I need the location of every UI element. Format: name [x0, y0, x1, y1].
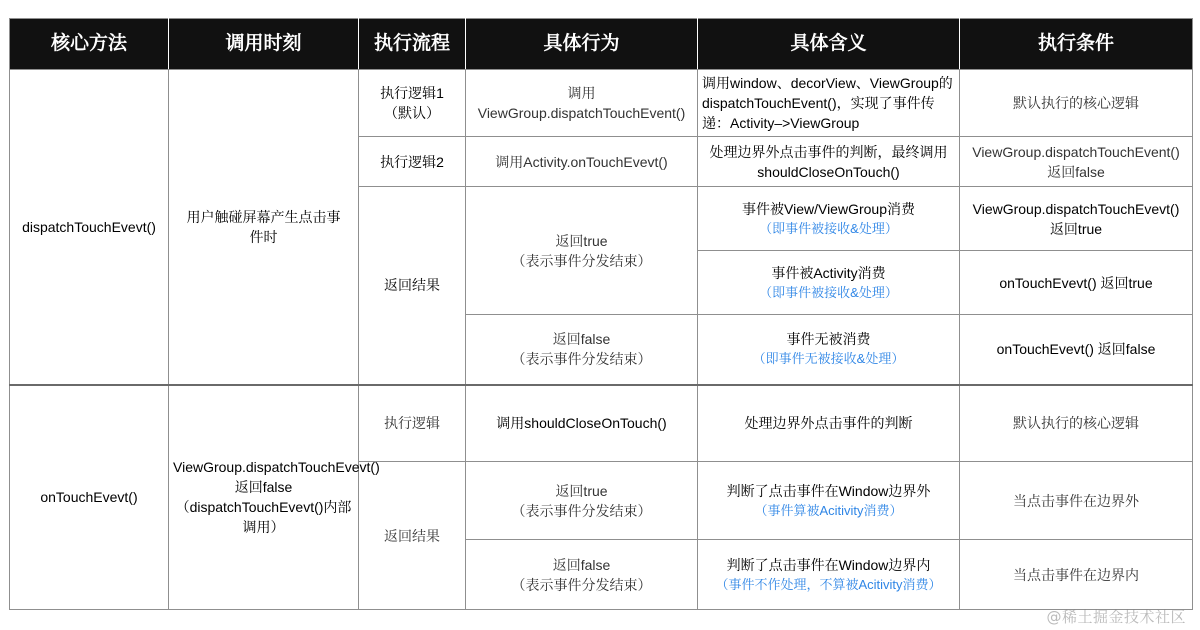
meaning-cell: [698, 251, 960, 315]
flow-cell: 执行逻辑2: [359, 137, 466, 187]
header-meaning: 具体含义: [698, 19, 960, 70]
meaning-cell: [698, 540, 960, 610]
meaning-cell: [698, 187, 960, 251]
meaning-text: 事件无被消费: [786, 331, 871, 348]
condition-cell: 默认执行的核心逻辑: [960, 385, 1193, 462]
flow-cell: 返回结果: [359, 187, 466, 385]
condition-cell: 当点击事件在边界外: [960, 462, 1193, 540]
behavior-cell: 返回false （表示事件分发结束）: [466, 315, 698, 385]
meaning-cell: [698, 315, 960, 385]
timing-cell: ViewGroup.dispatchTouchEvevt()返回false（dispatchTouchEvevt()内部调用）: [169, 385, 359, 610]
meaning-note: （即事件被接收&处理）: [759, 220, 898, 236]
header-core-method: 核心方法: [10, 19, 169, 70]
behavior-cell: 调用 ViewGroup.dispatchTouchEvent(): [466, 70, 698, 137]
header-row: [10, 19, 1193, 70]
watermark: @稀土掘金技术社区: [1046, 608, 1186, 626]
meaning-cell: 调用window、decorView、ViewGroup的dispatchTouchEvent()，实现了事件传递：Activity–>ViewGroup: [698, 70, 960, 137]
method-cell: dispatchTouchEvevt(): [10, 70, 169, 385]
condition-cell: 当点击事件在边界内: [960, 540, 1193, 610]
condition-cell: onTouchEvevt() 返回false: [960, 315, 1193, 385]
meaning-note: （即事件无被接收&处理）: [752, 351, 905, 367]
meaning-text: 判断了点击事件在Window边界外: [726, 482, 931, 499]
flow-cell: 执行逻辑1 （默认）: [359, 70, 466, 137]
meaning-note: （事件算被Acitivity消费）: [754, 502, 903, 518]
condition-cell: onTouchEvevt() 返回true: [960, 251, 1193, 315]
timing-cell: 用户触碰屏幕产生点击事件时: [169, 70, 359, 385]
event-dispatch-table: [9, 18, 1193, 610]
condition-cell: ViewGroup.dispatchTouchEvevt() 返回true: [960, 187, 1193, 251]
condition-cell: ViewGroup.dispatchTouchEvent() 返回false: [960, 137, 1193, 187]
meaning-text: 判断了点击事件在Window边界内: [726, 556, 931, 573]
meaning-note: （即事件被接收&处理）: [759, 284, 898, 300]
header-flow: 执行流程: [359, 19, 466, 70]
meaning-cell: [698, 462, 960, 540]
flow-cell: 执行逻辑: [359, 385, 466, 462]
flow-cell: 返回结果: [359, 462, 466, 610]
meaning-cell: 处理边界外点击事件的判断: [698, 385, 960, 462]
behavior-cell: 返回false （表示事件分发结束）: [466, 540, 698, 610]
behavior-cell: 返回true （表示事件分发结束）: [466, 187, 698, 315]
behavior-cell: 返回true （表示事件分发结束）: [466, 462, 698, 540]
header-condition: 执行条件: [960, 19, 1193, 70]
meaning-text: 事件被Activity消费: [771, 264, 886, 281]
meaning-text: 事件被View/ViewGroup消费: [742, 200, 915, 217]
behavior-cell: 调用Activity.onTouchEvevt(): [466, 137, 698, 187]
meaning-cell: 处理边界外点击事件的判断，最终调用shouldCloseOnTouch(): [698, 137, 960, 187]
header-behavior: 具体行为: [466, 19, 698, 70]
meaning-note: （事件不作处理，不算被Acitivity消费）: [715, 576, 942, 592]
table-row: [10, 70, 1193, 137]
table-row: [10, 385, 1193, 462]
condition-cell: 默认执行的核心逻辑: [960, 70, 1193, 137]
method-cell: onTouchEvevt(): [10, 385, 169, 610]
header-call-timing: 调用时刻: [169, 19, 359, 70]
behavior-cell: 调用shouldCloseOnTouch(): [466, 385, 698, 462]
